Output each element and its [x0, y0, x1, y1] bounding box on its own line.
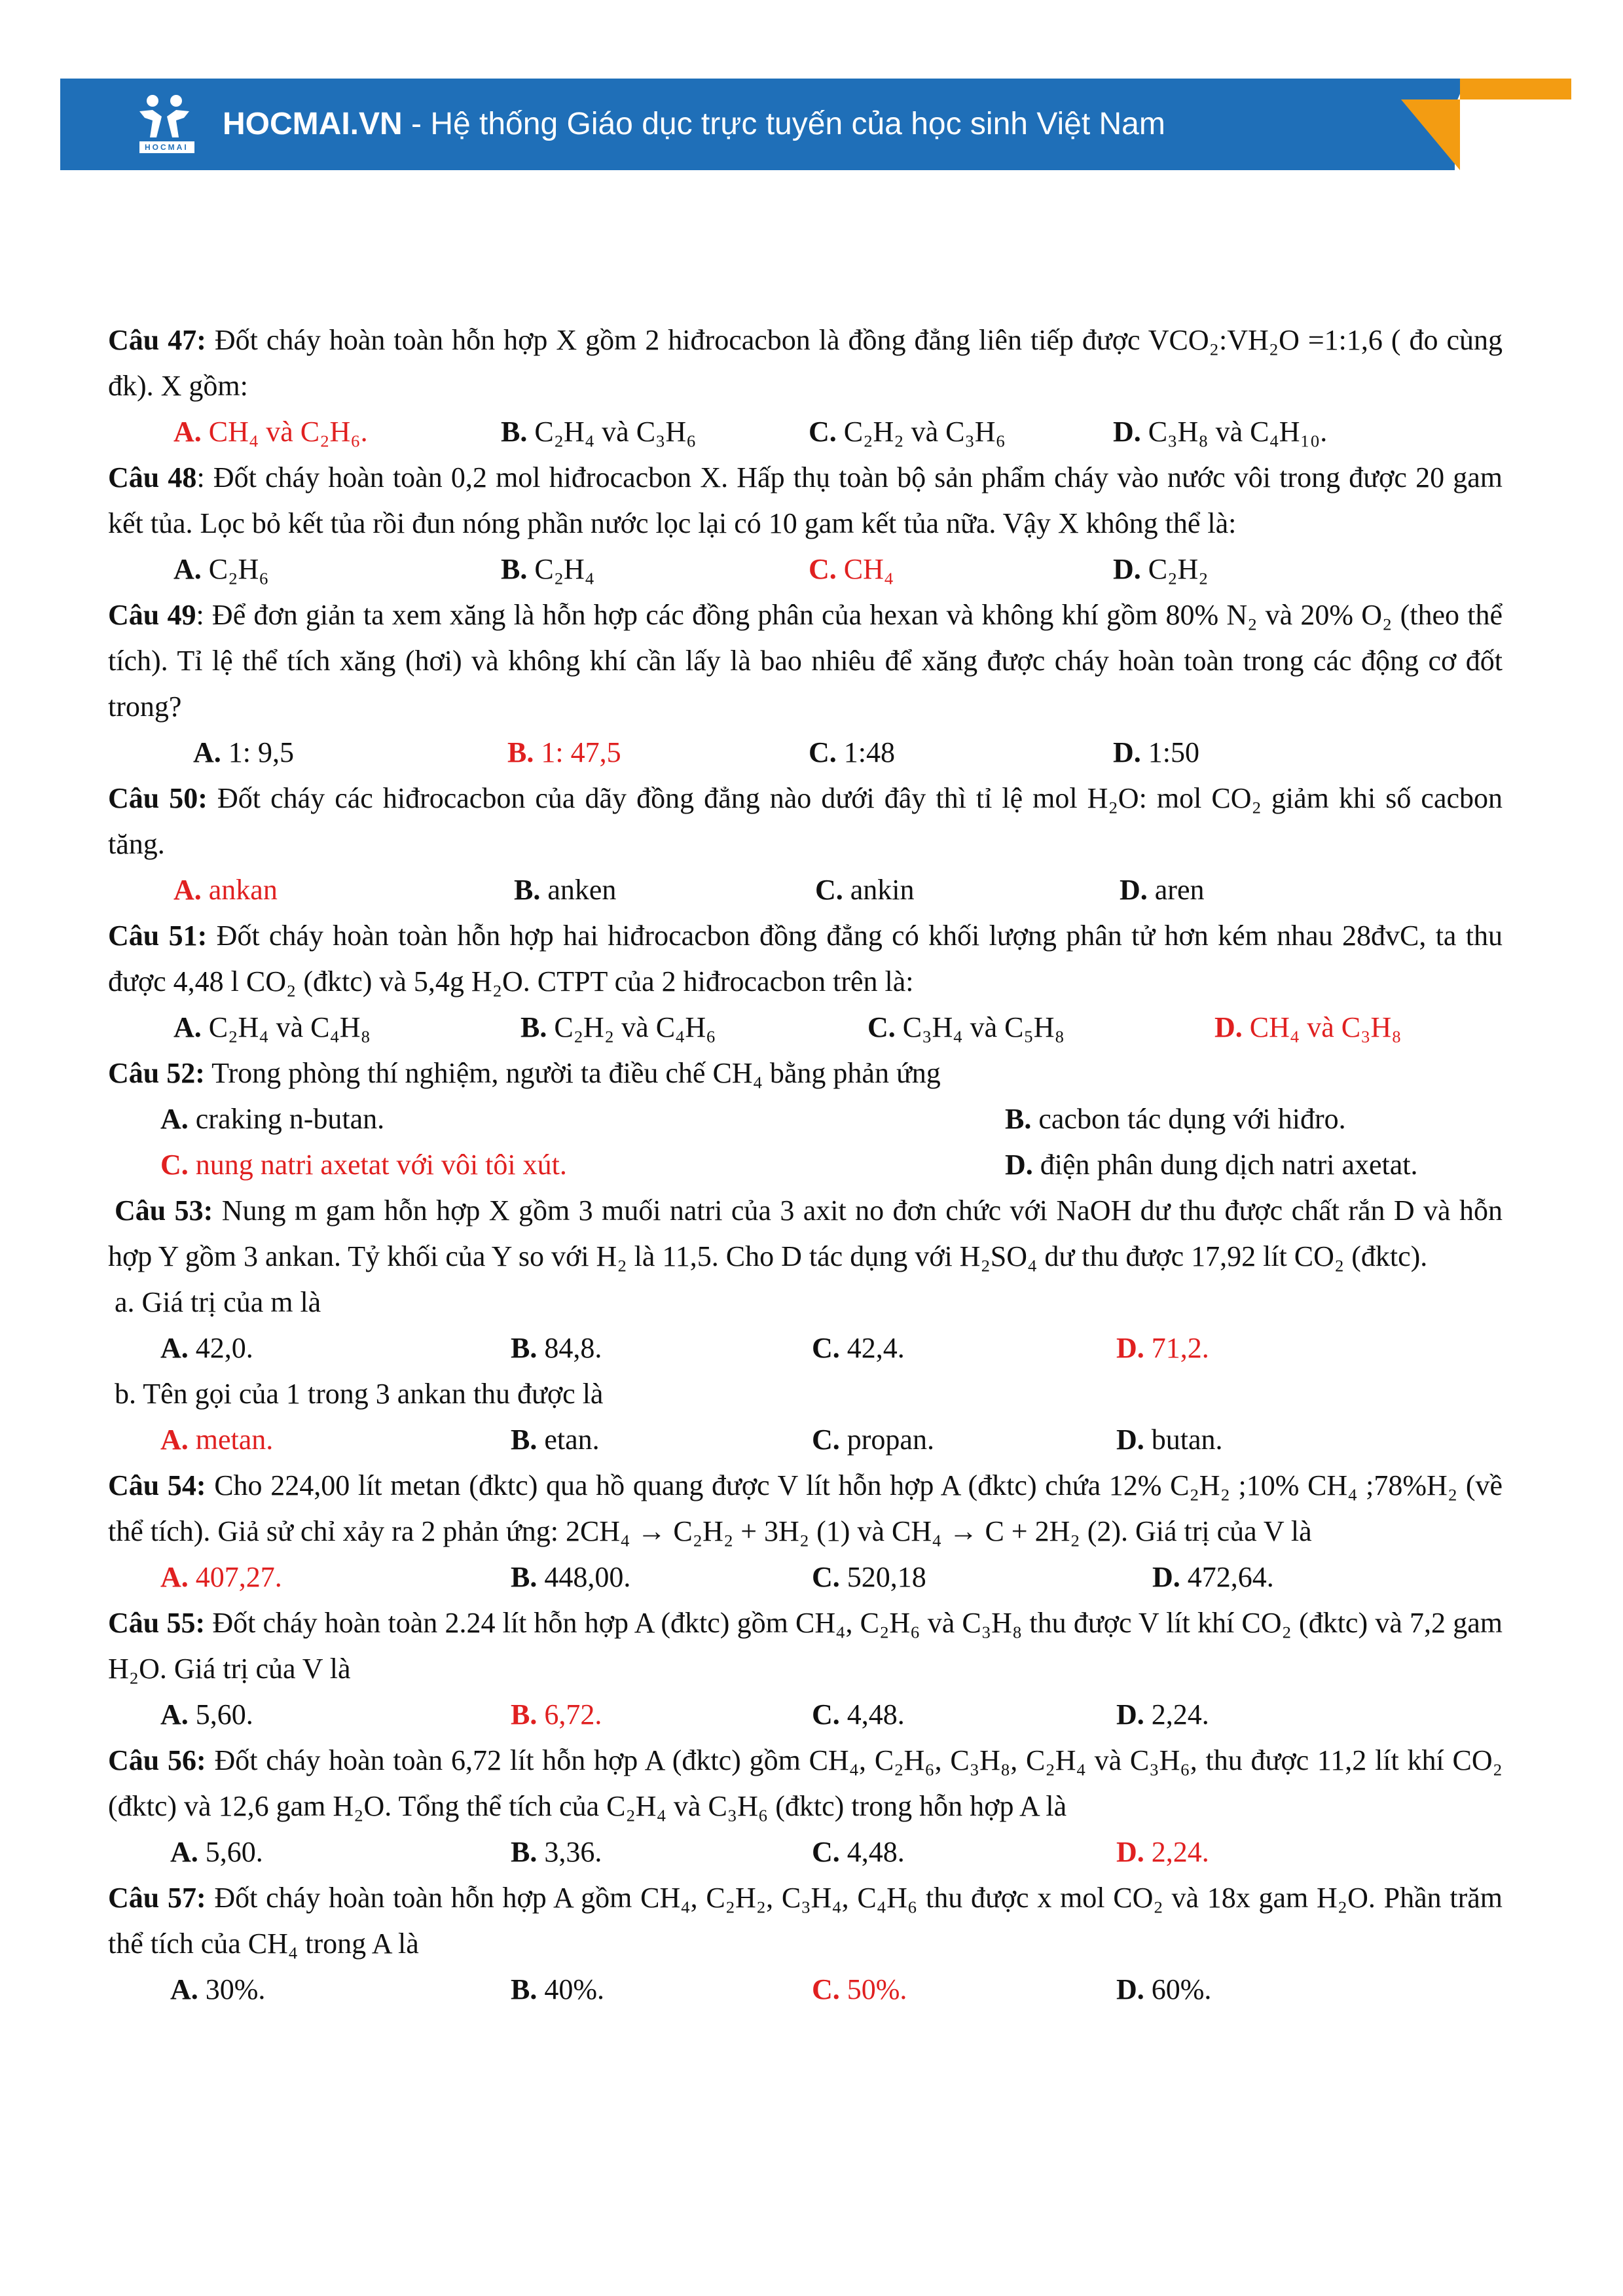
question-text: Đốt cháy hoàn toàn hỗn hợp X gồm 2 hiđrocacbon là đồng đẳng liên tiếp được VCO₂:VH₂O =1:1,6 ( đo cùng đk). X gồm:	[108, 324, 1503, 402]
options-47	[108, 409, 1503, 455]
option-a: A. ankan	[173, 874, 278, 906]
banner-accent	[1401, 99, 1460, 170]
option-c: C. 42,4.	[812, 1332, 905, 1364]
option-d: D. butan.	[1116, 1424, 1223, 1456]
option-c: C. C₂H₂ và C₃H₆	[809, 416, 1006, 448]
question-text: Đốt cháy các hiđrocacbon của dãy đồng đẳng nào dưới đây thì tỉ lệ mol H₂O: mol CO₂ giảm khi số cacbon tăng.	[108, 782, 1503, 860]
site-title	[223, 106, 1165, 142]
option-a: A. craking n-butan.	[160, 1103, 385, 1135]
option-d: D. 2,24.	[1116, 1698, 1209, 1731]
option-a: A. 1: 9,5	[193, 736, 295, 768]
option-d: D. C₂H₂	[1113, 553, 1209, 585]
option-b: B. C₂H₄	[501, 553, 595, 585]
option-b: B. C₂H₂ và C₄H₆	[520, 1011, 716, 1043]
option-c: C. propan.	[812, 1424, 934, 1456]
options-53a	[108, 1325, 1503, 1371]
option-a: A. 42,0.	[160, 1332, 253, 1364]
option-a: A. C₂H₆	[173, 553, 269, 585]
option-d: D. điện phân dung dịch natri axetat.	[1005, 1149, 1418, 1181]
hocmai-logo	[128, 92, 206, 157]
question-51	[108, 913, 1503, 1005]
options-52-row2	[108, 1142, 1503, 1188]
option-a: A. 5,60.	[160, 1698, 253, 1731]
question-label: Câu 54:	[108, 1469, 206, 1501]
options-56	[108, 1829, 1503, 1875]
question-text: : Đốt cháy hoàn toàn 0,2 mol hiđrocacbon X. Hấp thụ toàn bộ sản phẩm cháy vào nước vôi trong được 20 gam kết tủa. Lọc bỏ kết tủa rồi đun nóng phần nước lọc lại có 10 gam kết tủa nữa. Vậy X không thể là:	[108, 461, 1503, 539]
option-c: C. 4,48.	[812, 1698, 905, 1731]
question-label: Câu 56:	[108, 1744, 206, 1776]
option-c: C. C₃H₄ và C₅H₈	[867, 1011, 1065, 1043]
option-a: A. 30%.	[170, 1973, 266, 2005]
brand-name: HOCMAI.VN	[223, 107, 403, 141]
option-a: A. metan.	[160, 1424, 274, 1456]
question-label: Câu 52:	[108, 1057, 205, 1089]
question-54	[108, 1463, 1503, 1554]
option-b: B. anken	[514, 874, 617, 906]
option-b: B. C₂H₄ và C₃H₆	[501, 416, 697, 448]
option-a: A. CH₄ và C₂H₆.	[173, 416, 368, 448]
options-53b	[108, 1417, 1503, 1463]
option-c: C. 4,48.	[812, 1836, 905, 1868]
option-d: D. C₃H₈ và C₄H₁₀.	[1113, 416, 1328, 448]
option-c: C. 1:48	[809, 736, 896, 768]
question-47	[108, 317, 1503, 409]
option-a: A. 5,60.	[170, 1836, 263, 1868]
question-text: Cho 224,00 lít metan (đktc) qua hồ quang được V lít hỗn hợp A (đktc) chứa 12% C₂H₂ ;10% CH₄ ;78%H₂ (về thể tích). Giả sử chỉ xảy ra 2 phản ứng: 2CH₄ → C₂H₂ + 3H₂ (1) và CH₄ → C + 2H₂ (2). Giá trị của V là	[108, 1469, 1503, 1547]
option-c: C. CH₄	[809, 553, 894, 585]
option-b: B. cacbon tác dụng với hiđro.	[1005, 1103, 1346, 1135]
question-label: Câu 48	[108, 461, 197, 493]
option-b: B. 6,72.	[511, 1698, 602, 1731]
question-52	[108, 1050, 1503, 1096]
question-label: Câu 49	[108, 599, 196, 631]
option-b: B. etan.	[511, 1424, 600, 1456]
question-50	[108, 776, 1503, 867]
banner-accent-stripe	[1460, 79, 1571, 99]
option-b: B. 3,36.	[511, 1836, 602, 1868]
question-56	[108, 1738, 1503, 1829]
question-label: Câu 47:	[108, 324, 206, 356]
option-c: C. 50%.	[812, 1973, 907, 2005]
option-d: D. 472,64.	[1152, 1561, 1274, 1593]
question-label: Câu 55:	[108, 1607, 206, 1639]
options-50	[108, 867, 1503, 913]
option-b: B. 448,00.	[511, 1561, 631, 1593]
option-c: C. 520,18	[812, 1561, 926, 1593]
question-label: Câu 50:	[108, 782, 208, 814]
option-b: B. 40%.	[511, 1973, 605, 2005]
options-52-row1	[108, 1096, 1503, 1142]
option-d: D. 71,2.	[1116, 1332, 1209, 1364]
question-label: Câu 53:	[115, 1194, 213, 1227]
question-49	[108, 592, 1503, 730]
question-text: : Để đơn giản ta xem xăng là hỗn hợp các đồng phân của hexan và không khí gồm 80% N₂ và 20% O₂ (theo thể tích). Tỉ lệ thể tích xăng (hơi) và không khí cần lấy là bao nhiêu để xăng được cháy hoàn toàn trong các động cơ đốt trong?	[108, 599, 1503, 723]
option-c: C. nung natri axetat với vôi tôi xút.	[160, 1149, 567, 1181]
option-b: B. 1: 47,5	[507, 736, 621, 768]
question-label: Câu 51:	[108, 920, 208, 952]
option-d: D. aren	[1120, 874, 1205, 906]
logo-text: HOCMAI	[145, 143, 189, 152]
options-55	[108, 1692, 1503, 1738]
question-53	[108, 1188, 1503, 1280]
question-text: Đốt cháy hoàn toàn hỗn hợp hai hiđrocacbon đồng đẳng có khối lượng phân tử hơn kém nhau 28đvC, ta thu được 4,48 l CO₂ (đktc) và 5,4g H₂O. CTPT của 2 hiđrocacbon trên là:	[108, 920, 1503, 997]
options-48	[108, 547, 1503, 592]
options-49	[108, 730, 1503, 776]
option-d: D. 60%.	[1116, 1973, 1212, 2005]
question-text: Trong phòng thí nghiệm, người ta điều chế CH₄ bằng phản ứng	[211, 1057, 941, 1089]
option-d: D. CH₄ và C₃H₈	[1214, 1011, 1402, 1043]
option-d: D. 2,24.	[1116, 1836, 1209, 1868]
options-51	[108, 1005, 1503, 1050]
option-c: C. ankin	[815, 874, 915, 906]
question-label: Câu 57:	[108, 1882, 206, 1914]
subquestion-b: b. Tên gọi của 1 trong 3 ankan thu được là	[115, 1378, 604, 1410]
question-text: Nung m gam hỗn hợp X gồm 3 muối natri của 3 axit no đơn chức với NaOH dư thu được chất rắn D và hỗn hợp Y gồm 3 ankan. Tỷ khối của Y so với H₂ là 11,5. Cho D tác dụng với H₂SO₄ dư thu được 17,92 lít CO₂ (đktc).	[108, 1194, 1503, 1272]
question-57	[108, 1875, 1503, 1967]
question-55	[108, 1600, 1503, 1692]
options-57	[108, 1967, 1503, 2013]
question-48	[108, 455, 1503, 547]
options-54	[108, 1554, 1503, 1600]
subquestion-a: a. Giá trị của m là	[115, 1286, 321, 1318]
option-a: A. 407,27.	[160, 1561, 282, 1593]
question-text: Đốt cháy hoàn toàn 2.24 lít hỗn hợp A (đktc) gồm CH₄, C₂H₆ và C₃H₈ thu được V lít khí CO₂ (đktc) và 7,2 gam H₂O. Giá trị của V là	[108, 1607, 1503, 1685]
option-b: B. 84,8.	[511, 1332, 602, 1364]
question-text: Đốt cháy hoàn toàn hỗn hợp A gồm CH₄, C₂H₂, C₃H₄, C₄H₆ thu được x mol CO₂ và 18x gam H₂O. Phần trăm thể tích của CH₄ trong A là	[108, 1882, 1503, 1960]
question-list	[108, 317, 1503, 2013]
brand-tagline: - Hệ thống Giáo dục trực tuyến của học sinh Việt Nam	[402, 107, 1165, 141]
question-text: Đốt cháy hoàn toàn 6,72 lít hỗn hợp A (đktc) gồm CH₄, C₂H₆, C₃H₈, C₂H₄ và C₃H₆, thu được 11,2 lít khí CO₂ (đktc) và 12,6 gam H₂O. Tổng thể tích của C₂H₄ và C₃H₆ (đktc) trong hỗn hợp A là	[108, 1744, 1503, 1822]
option-d: D. 1:50	[1113, 736, 1200, 768]
option-a: A. C₂H₄ và C₄H₈	[173, 1011, 371, 1043]
